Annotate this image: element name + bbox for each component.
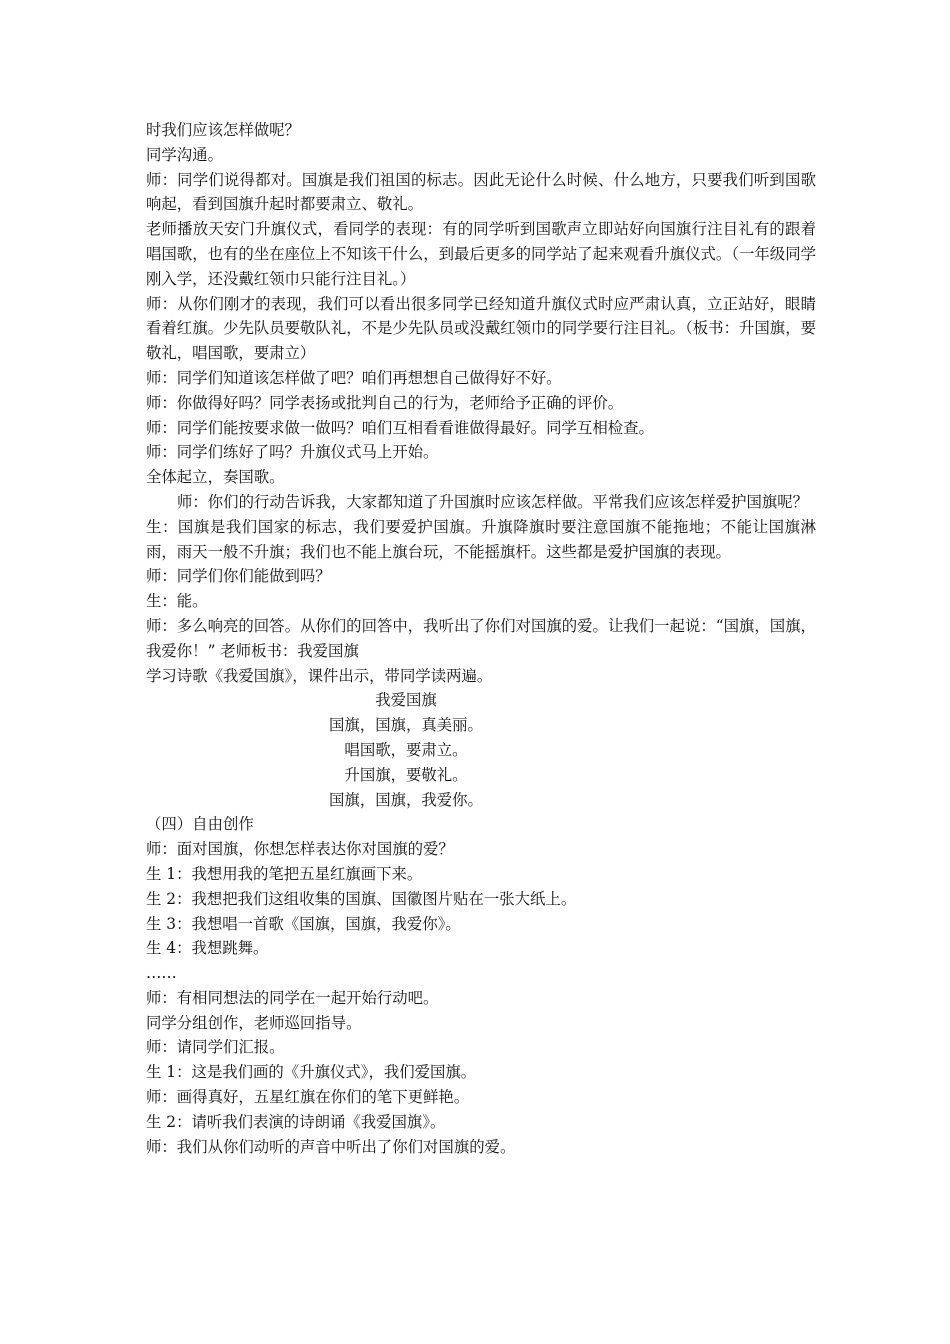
- text-line: 生 2：我想把我们这组收集的国旗、国徽图片贴在一张大纸上。: [146, 889, 577, 908]
- text-line: 师：同学们你们能做到吗？: [146, 567, 331, 586]
- text-line: 全体起立，奏国歌。: [146, 468, 285, 487]
- text-line: 生 4：我想跳舞。: [146, 939, 269, 958]
- poem-line: 升国旗，要敬礼。: [344, 765, 468, 784]
- text-line: 老师播放天安门升旗仪式，看同学的表现：有的同学听到国歌声立即站好向国旗行注目礼有的跟着唱国歌，也有的坐在座位上不知该干什么，到最后更多的同学站了起来观看升旗仪式。（一年级同学刚入学，还没戴红领巾只能行注目礼。）: [146, 220, 816, 288]
- text-line: 生 1：我想用我的笔把五星红旗画下来。: [146, 864, 423, 883]
- indented-paragraph: 师：你们的行动告诉我，大家都知道了升国旗时应该怎样做。平常我们应该怎样爱护国旗呢？: [177, 492, 809, 511]
- text-line: 时我们应该怎样做呢？: [146, 121, 300, 139]
- section-heading: （四）自由创作: [146, 815, 254, 834]
- document-page: [146, 118, 816, 1159]
- text-line: 师：同学们说得都对。国旗是我们祖国的标志。因此无论什么时候、什么地方，只要我们听到国歌响起，看到国旗升起时都要肃立、敬礼。: [146, 170, 816, 214]
- poem-block: [146, 688, 666, 812]
- poem-title: 我爱国旗: [375, 691, 437, 710]
- text-line: 师：我们从你们动听的声音中听出了你们对国旗的爱。: [146, 1137, 516, 1156]
- ellipsis-line: ……: [146, 964, 177, 983]
- text-line: 师：多么响亮的回答。从你们的回答中，我听出了你们对国旗的爱。让我们一起说：“国旗，国旗，我爱你！” 老师板书：我爱国旗: [146, 616, 816, 660]
- text-line: 生：能。: [146, 592, 208, 611]
- text-line: 师：请同学们汇报。: [146, 1038, 285, 1057]
- text-line: 生 3：我想唱一首歌《国旗，国旗，我爱你》。: [146, 914, 461, 933]
- text-line: 同学沟通。: [146, 145, 223, 164]
- text-line: 师：同学们练好了吗？升旗仪式马上开始。: [146, 443, 439, 462]
- text-line: 师：画得真好，五星红旗在你们的笔下更鲜艳。: [146, 1088, 470, 1107]
- text-line: 生 2：请听我们表演的诗朗诵《我爱国旗》。: [146, 1112, 446, 1131]
- text-line: 师：你做得好吗？同学表扬或批判自己的行为，老师给予正确的评价。: [146, 393, 624, 412]
- poem-line: 国旗，国旗，真美丽。: [329, 716, 483, 735]
- text-line: 生：国旗是我们国家的标志，我们要爱护国旗。升旗降旗时要注意国旗不能拖地；不能让国旗淋雨，雨天一般不升旗；我们也不能上旗台玩，不能摇旗杆。这些都是爱护国旗的表现。: [146, 517, 816, 561]
- text-line: 师：有相同想法的同学在一起开始行动吧。: [146, 988, 439, 1007]
- text-line: 同学分组创作，老师巡回指导。: [146, 1013, 362, 1032]
- text-line: 师：从你们刚才的表现，我们可以看出很多同学已经知道升旗仪式时应严肃认真，立正站好，眼睛看着红旗。少先队员要敬队礼，不是少先队员或没戴红领巾的同学要行注目礼。（板书：升国旗，要敬礼，唱国歌，要肃立）: [146, 294, 816, 363]
- poem-line: 唱国歌，要肃立。: [344, 740, 468, 759]
- text-line: 师：同学们能按要求做一做吗？咱们互相看看谁做得最好。同学互相检查。: [146, 418, 654, 437]
- poem-line: 国旗，国旗，我爱你。: [329, 790, 483, 809]
- text-line: 生 1：这是我们画的《升旗仪式》，我们爱国旗。: [146, 1063, 477, 1082]
- text-line: 师：面对国旗，你想怎样表达你对国旗的爱？: [146, 840, 454, 859]
- text-line: 学习诗歌《我爱国旗》，课件出示，带同学读两遍。: [146, 666, 493, 685]
- text-line: 师：同学们知道该怎样做了吧？咱们再想想自己做得好不好。: [146, 368, 562, 387]
